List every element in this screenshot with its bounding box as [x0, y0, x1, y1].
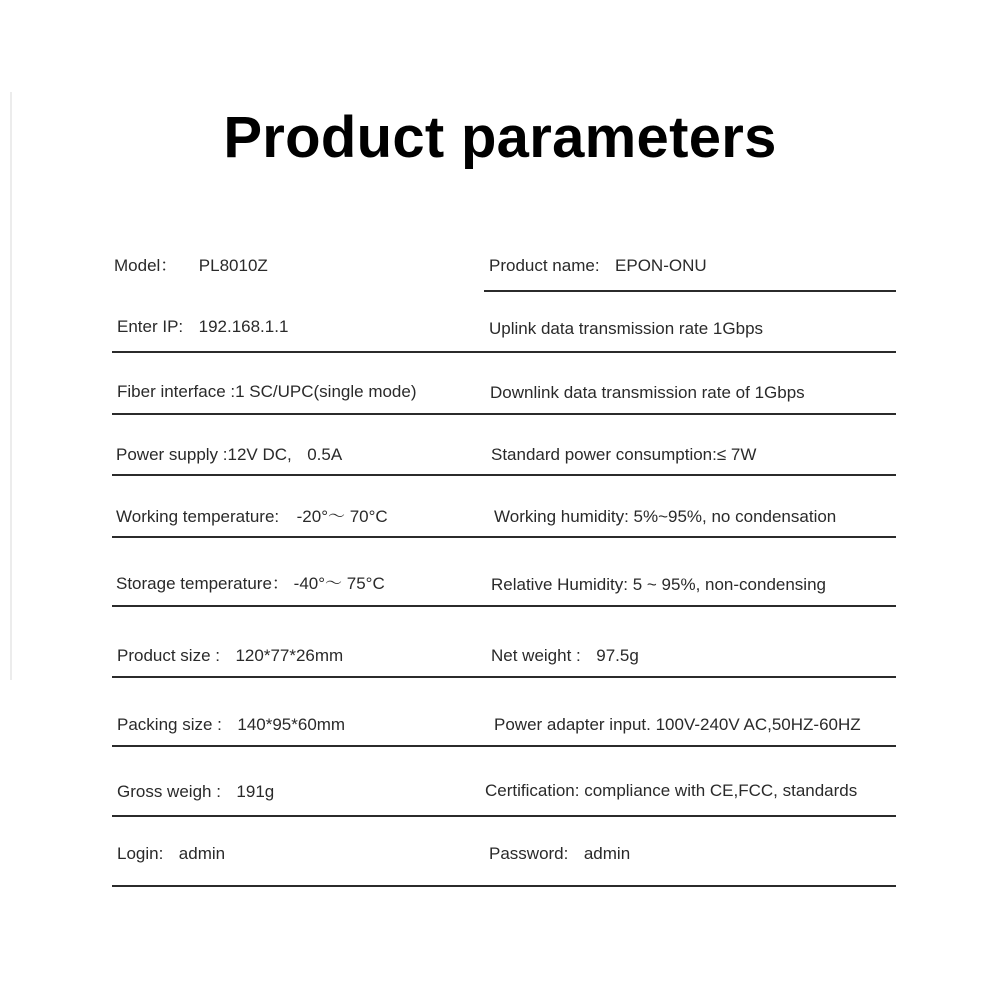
param-value: -20°～ 70°C: [296, 507, 388, 526]
row-divider: [112, 351, 896, 353]
param-label: Login:: [117, 844, 164, 863]
param-label: Power supply :12V DC,: [116, 445, 292, 464]
param-working-temperature: [116, 506, 388, 528]
param-value: PL8010Z: [198, 256, 268, 275]
param-power-consumption: [491, 444, 756, 466]
param-label: Standard power consumption:≤ 7W: [491, 445, 757, 464]
param-label: Fiber interface :1 SC/UPC(single mode): [117, 382, 417, 401]
param-value: admin: [583, 844, 631, 863]
row-divider: [112, 474, 896, 476]
param-label: Downlink data transmission rate of 1Gbps: [490, 383, 805, 402]
param-label: Working humidity: 5%~95%, no condensation: [494, 507, 837, 526]
param-model: [114, 255, 268, 277]
param-power-adapter-input: [494, 714, 861, 736]
param-product-size: [117, 645, 343, 667]
param-value: -40°～ 75°C: [293, 574, 385, 593]
param-label: Uplink data transmission rate 1Gbps: [489, 319, 764, 338]
param-relative-humidity: [491, 574, 826, 596]
row-divider: [112, 676, 896, 678]
param-value: 97.5g: [596, 646, 639, 665]
param-value: 140*95*60mm: [237, 715, 346, 734]
row-divider: [112, 536, 896, 538]
param-value: EPON-ONU: [615, 256, 707, 275]
param-downlink-rate: [490, 382, 805, 404]
param-working-humidity: [494, 506, 836, 528]
param-password: [489, 843, 630, 865]
param-label: Product name:: [489, 256, 600, 275]
param-value: 120*77*26mm: [235, 646, 344, 665]
param-label: Certification: compliance with CE,FCC, standards: [485, 781, 858, 800]
param-label: Product size :: [117, 646, 220, 665]
param-label: Gross weigh :: [117, 782, 221, 801]
param-label: Packing size :: [117, 715, 222, 734]
row-divider: [112, 745, 896, 747]
page-title: Product parameters: [223, 105, 777, 170]
param-gross-weight: [117, 781, 274, 803]
param-enter-ip: [117, 316, 288, 338]
param-value: admin: [178, 844, 226, 863]
row-divider: [484, 290, 896, 292]
param-power-supply: [116, 444, 342, 466]
row-divider: [112, 885, 896, 887]
param-label: Power adapter input. 100V-240V AC,50HZ-60HZ: [494, 715, 861, 734]
param-label: Working temperature:: [116, 507, 280, 526]
param-label: Enter IP:: [117, 317, 184, 336]
param-certification: [485, 780, 857, 802]
param-label: Net weight :: [491, 646, 581, 665]
row-divider: [112, 413, 896, 415]
row-divider: [112, 815, 896, 817]
param-label: Relative Humidity: 5 ~ 95%, non-condensing: [491, 575, 826, 594]
param-fiber-interface: [117, 381, 417, 403]
param-value: 192.168.1.1: [198, 317, 289, 336]
param-uplink-rate: [489, 318, 763, 340]
param-value: 0.5A: [307, 445, 343, 464]
param-login: [117, 843, 225, 865]
param-packing-size: [117, 714, 345, 736]
param-product-name: [489, 255, 707, 277]
param-label: Model：: [114, 256, 178, 275]
param-net-weight: [491, 645, 639, 667]
param-label: Password:: [489, 844, 569, 863]
param-value: 191g: [236, 782, 275, 801]
param-storage-temperature: [116, 573, 385, 595]
row-divider: [112, 605, 896, 607]
param-label: Storage temperature：: [116, 574, 289, 593]
